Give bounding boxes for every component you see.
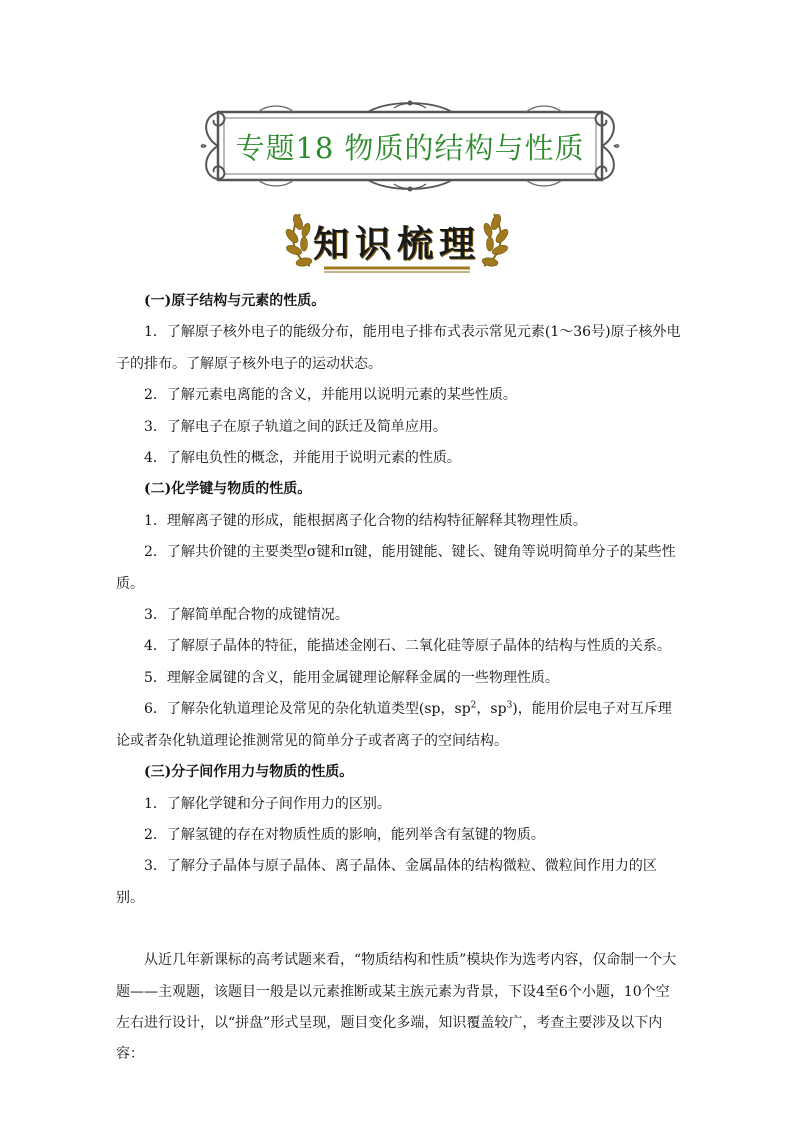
badge-label: 知识梳理 bbox=[312, 222, 481, 265]
superscript: 3 bbox=[506, 700, 513, 711]
list-item: 3．了解简单配合物的成键情况。 bbox=[144, 607, 349, 624]
list-item bbox=[116, 694, 682, 757]
list-item: 3．了解分子晶体与原子晶体、离子晶体、金属晶体的结构微粒、微粒间作用力的区别。 bbox=[116, 858, 657, 906]
document-body bbox=[116, 286, 682, 1071]
superscript: 2 bbox=[470, 700, 477, 711]
list-item: 4．了解电负性的概念，并能用于说明元素的性质。 bbox=[144, 450, 461, 467]
spacer bbox=[116, 914, 682, 945]
item-text: ，sp bbox=[476, 701, 507, 718]
section-heading: (三)分子间作用力与物质的性质。 bbox=[144, 764, 354, 781]
list-item: 1．了解化学键和分子间作用力的区别。 bbox=[144, 795, 391, 812]
section-heading: (一)原子结构与元素的性质。 bbox=[144, 293, 326, 309]
list-item: 2．了解共价键的主要类型σ键和π键，能用键能、键长、键角等说明简单分子的某些性质。 bbox=[116, 544, 676, 592]
section-badge bbox=[284, 206, 510, 276]
section-heading: (二)化学键与物质的性质。 bbox=[144, 481, 312, 498]
title-banner bbox=[198, 98, 622, 194]
list-item: 2．了解氢键的存在对物质性质的影响，能列举含有氢键的物质。 bbox=[144, 826, 545, 843]
page-title: 专题18 物质的结构与性质 bbox=[235, 130, 585, 165]
intro-paragraph: 从近几年新课标的高考试题来看，“物质结构和性质”模块作为选考内容，仅命制一个大题——主观题，该题目一般是以元素推断或某主族元素为背景，下设4至6个小题，10个空左右进行设计，以“拼盘”形式呈现，题目变化多端，知识覆盖较广，考查主要涉及以下内容： bbox=[116, 952, 677, 1063]
list-item: 5．理解金属键的含义，能用金属键理论解释金属的一些物理性质。 bbox=[144, 669, 559, 686]
list-item: 1．了解原子核外电子的能级分布，能用电子排布式表示常见元素(1～36号)原子核外电子的排布。了解原子核外电子的运动状态。 bbox=[116, 324, 681, 372]
list-item: 2．了解元素电离能的含义，并能用以说明元素的某些性质。 bbox=[144, 387, 517, 404]
list-item: 4．了解原子晶体的特征，能描述金刚石、二氧化硅等原子晶体的结构与性质的关系。 bbox=[144, 638, 671, 655]
list-item: 3．了解电子在原子轨道之间的跃迁及简单应用。 bbox=[144, 418, 447, 435]
item-text: )，能用价层电子对互斥理论或者杂化轨道理论推测常见的简单分子或者离子的空间结构。 bbox=[116, 701, 672, 749]
item-text: 6．了解杂化轨道理论及常见的杂化轨道类型(sp，sp bbox=[144, 701, 471, 718]
list-item: 1．理解离子键的形成，能根据离子化合物的结构特征解释其物理性质。 bbox=[144, 512, 587, 529]
